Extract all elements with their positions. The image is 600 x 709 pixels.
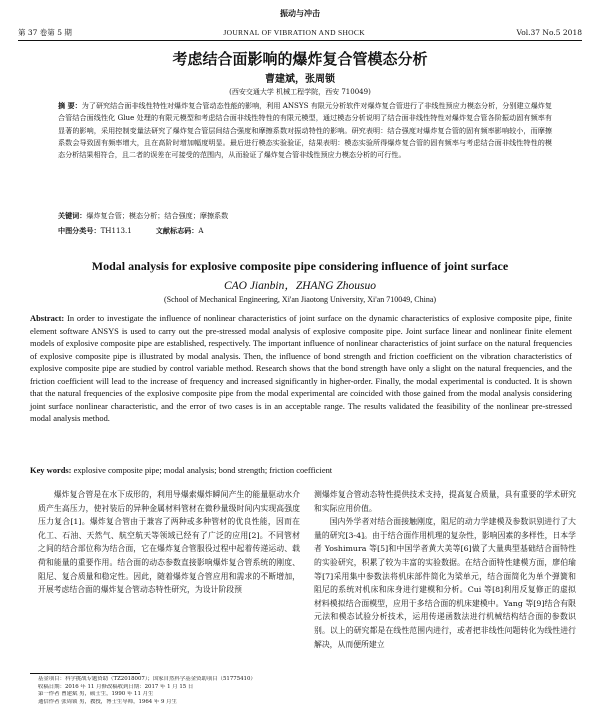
issue-header: [18, 27, 582, 41]
body-paragraph: 测爆炸复合管动态特性提供技术支持，提高复合质量，具有重要的学术研究和实际应用价值。: [314, 490, 576, 513]
chinese-title: 考虑结合面影响的爆炸复合管模态分析: [172, 50, 428, 68]
chinese-abstract: [58, 100, 552, 161]
issue-header-journal: JOURNAL OF VIBRATION AND SHOCK: [223, 28, 365, 37]
footnotes: [38, 676, 298, 706]
english-abstract: [30, 312, 572, 425]
english-keywords-text: explosive composite pipe; modal analysis; bond strength; friction coefficient: [73, 465, 333, 475]
journal-running-head: 振动与冲击: [280, 8, 320, 18]
english-keywords-label: Key words:: [30, 465, 72, 475]
footnote-received: 收稿日期：2016 年 11 月修改稿收到日期：2017 年 1 月 15 日: [38, 683, 194, 690]
document-code: 文献标志码：A: [155, 226, 204, 235]
footnote-divider: [30, 673, 140, 674]
body-column-left: [38, 488, 300, 674]
english-abstract-text: In order to investigate the influence of nonlinear characteristics of joint surface on the dynamic characteristics of explosive composite pipe, finite element software ANSYS is used to carry out the pre-stressed modal analysis of explosive composite pipe. Joint surface linear and nonlinear finite element models of explosive composite pipe are established, respectively. The important influence of nonlinear characteristics of joint surface on the natural frequencies of explosive composite pipe is illustrated by modal analysis. Then, the influence of bond strength and friction coefficient on the vibration characteristics of explosive composite pipe are studied by control variable method. Research shows that the bond strength have only a slight on the natural frequencies, and the friction coefficient will lead to the increase of frequency and increased significantly in higher-order. Finally, the modal experimental is conducted. It is shown that the natural frequencies of the explosive composite pipe from the modal experimental are coincided with those gained from the modal analysis considering joint surface nonlinear characteristic, and the error of two cases is in an acceptable range. The results validated the feasibility of the nonlinear pre-stressed modal analysis method.: [30, 313, 572, 423]
issue-header-left: 第 37 卷第 5 期: [18, 28, 72, 37]
english-affiliation: (School of Mechanical Engineering, Xi'an Jiaotong University, Xi'an 710049, China): [163, 295, 437, 304]
clc-number: 中图分类号：TH113.1: [58, 226, 132, 235]
chinese-affiliation: (西安交通大学 机械工程学院，西安 710049): [229, 88, 371, 96]
body-paragraph: 爆炸复合管是在水下成形的，利用导爆索爆炸瞬间产生的能量驱动水介质产生高压力，使衬装后的异种金属材料管材在微秒量级时间内实现高强度压力复合[1]。爆炸复合管由于兼容了两种或多种管材的优良性能，因而在化工、石油、天然气、航空航天等领域已经有了广泛的应用[2]。不同管材之间的结合部位称为结合面，它在爆炸复合管服役过程中起着传递运动、载荷和能量的重要作用。结合面的动态参数直接影响爆炸复合管系统的刚度、阻尼、复合质量和稳定性。因此，随着爆炸复合管应用和需求的不断增加，开展考虑结合面的爆炸复合管动态特性研究，为设计阶段预: [38, 490, 300, 595]
body-paragraph: 国内外学者对结合面接触刚度，阻尼的动力学建模及参数识别进行了大量的研究[3-4]。由于结合面作用机理的复杂性，影响因素的多样性，日本学者 Yoshimura 等[5]和中国学者黄大美等[6]做了大量典型基础结合面特性的实验研究，积累了较为丰富的实验数据。在结合面特性建模方面，廖伯瑜等[7]采用集中参数法将机床部件简化为梁单元，结合面简化为单个弹簧和阻尼的系统对机床和床身进行建模和分析。Cui 等[8]利用反复修正的虚拟材料模拟结合面模型，应用于多结合面的机床建模中。Yang 等[9]结合有限元法和模态试验分析技术，运用传递函数法进行机械结构结合面的参数识别。以上的研究都是在线性范围内进行，或者把非线性问题转化为线性进行解决，从而便所建立: [314, 517, 576, 649]
english-title: Modal analysis for explosive composite pipe considering influence of joint surface: [91, 259, 509, 273]
chinese-keywords-text: 爆炸复合管；模态分析；结合强度；摩擦系数: [86, 211, 229, 220]
chinese-keywords: [58, 211, 552, 221]
issue-header-right: Vol.37 No.5 2018: [516, 28, 582, 37]
chinese-keywords-label: 关键词：: [58, 211, 87, 220]
footnote-first-author: 第一作者 曹建斌 男，硕士生，1990 年 11 月生: [38, 691, 154, 698]
body-text: [38, 488, 576, 674]
english-abstract-label: Abstract:: [30, 313, 65, 323]
body-column-right: [314, 488, 576, 674]
classification-line: [58, 226, 552, 236]
footnote-funding: 基金项目：科学挑战专题资助（TZ2018007）；国家自然科学基金资助项目（51775410）: [38, 676, 256, 682]
chinese-abstract-text: 为了研究结合面非线性特性对爆炸复合管动态性能的影响，利用 ANSYS 有限元分析软件对爆炸复合管进行了非线性预应力模态分析，分别建立爆炸复合管结合面线性化 Glue 处理的有限元模型和考虑结合面非线性特性的有限元模型，通过模态分析说明了结合面非线性特性对爆炸复合管各阶振动固有频率有显著的影响，采用控制变量法研究了爆炸复合管层间结合强度和摩擦系数对振动特性的影响。研究表明：结合强度对爆炸复合管的固有频率影响较小，而摩擦系数会导致固有频率增大，且在高阶时增加幅度明显。最后进行模态实验验证，结果表明：模态实验所得爆炸复合管的固有频率与考虑结合面非线性特性的模态分析结果相符合，且二者的误差在可接受的范围内，从而验证了爆炸复合管非线性预应力模态分析的可行性。: [58, 101, 552, 160]
chinese-abstract-label: 摘 要：: [58, 101, 82, 110]
chinese-authors: 曹建斌，张周锁: [265, 74, 335, 85]
footnote-corresponding-author: 通信作者 张周锁 男，教授，博士生导师，1964 年 9 月生: [38, 698, 177, 705]
english-keywords: [30, 465, 572, 475]
english-authors: CAO Jianbin，ZHANG Zhousuo: [223, 280, 377, 292]
